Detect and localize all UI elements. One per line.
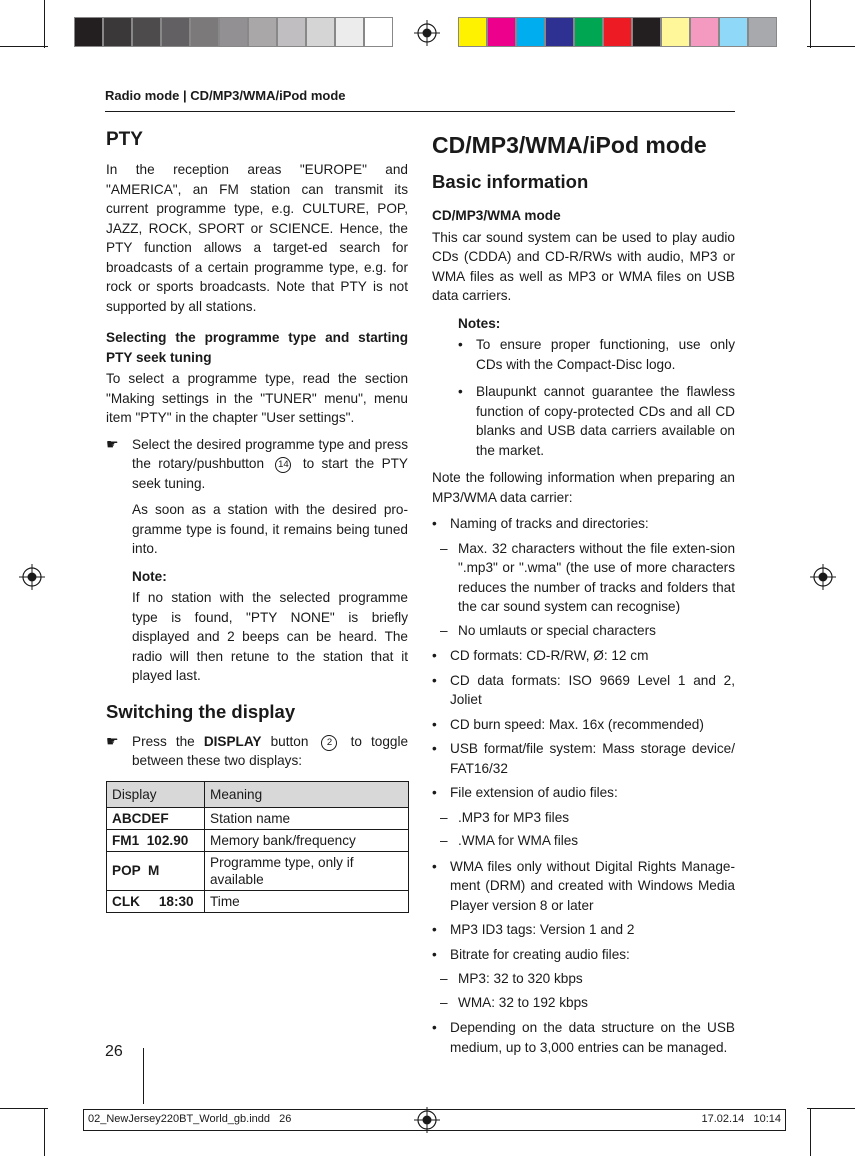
gray-swatch bbox=[103, 17, 132, 47]
table-cell: Time bbox=[205, 890, 409, 912]
instruction-step: ☛ Press the DISPLAY button 2 to toggle between these two displays: bbox=[106, 732, 409, 768]
note-text: If no station with the selected programme type is found, "PTY NONE" is briefly displayed and 2 beeps can be heard. The radio will then retune to the station that it played last. bbox=[132, 590, 408, 683]
mode-text: This car sound system can be used to play audio CDs (CDDA) and CD-R/RWs with audio, MP3 or WMA files as well as MP3 or WMA files on USB data carriers. bbox=[432, 229, 735, 303]
color-swatch bbox=[545, 17, 574, 47]
notes-title: Notes: bbox=[458, 315, 501, 331]
slug-timestamp: 17.02.14 10:14 bbox=[701, 1113, 781, 1125]
basic-info-heading: Basic information bbox=[432, 171, 589, 192]
right-column bbox=[432, 128, 735, 1062]
left-column bbox=[106, 128, 408, 913]
slug-filename: 02_NewJersey220BT_World_gb.indd 26 bbox=[88, 1113, 292, 1125]
color-swatch bbox=[690, 17, 719, 47]
crop-mark bbox=[44, 0, 45, 48]
list-item: • CD burn speed: Max. 16x (recommended) bbox=[432, 716, 704, 732]
table-cell: POP M bbox=[107, 851, 205, 890]
gray-swatch bbox=[335, 17, 364, 47]
color-swatch bbox=[603, 17, 632, 47]
table-cell: CLK 18:30 bbox=[107, 890, 205, 912]
list-item: • CD data formats: ISO 9669 Level 1 and 2, Joliet bbox=[432, 672, 735, 707]
gray-color-bar bbox=[74, 17, 393, 49]
select-text: To select a programme type, read the section "Making settings in the "TUNER" menu", menu item "PTY" in the chapter "User settings". bbox=[106, 371, 408, 425]
table-header-row bbox=[107, 781, 409, 807]
color-swatch bbox=[661, 17, 690, 47]
main-heading: CD/MP3/WMA/iPod mode bbox=[432, 132, 707, 158]
list-item: • File extension of audio files: bbox=[432, 785, 618, 800]
gray-swatch bbox=[277, 17, 306, 47]
process-color-bar bbox=[458, 17, 777, 49]
note-title: Note: bbox=[132, 568, 167, 584]
sub-list-item: – .MP3 for MP3 files bbox=[440, 809, 570, 825]
color-swatch bbox=[719, 17, 748, 47]
crop-mark bbox=[0, 46, 48, 47]
requirements-list bbox=[432, 514, 735, 1057]
gray-swatch bbox=[132, 17, 161, 47]
crop-mark bbox=[810, 1108, 811, 1156]
sub-list-item: – Max. 32 characters without the file exten-sion ".mp3" or ".wma" (the use of more characters reduces the number of tracks and folders that the car sound system can recognise) bbox=[440, 540, 735, 614]
list-item: • Depending on the data structure on the USB medium, up to 3,000 entries can be managed. bbox=[432, 1020, 735, 1055]
switch-display-heading: Switching the display bbox=[106, 700, 296, 722]
gray-swatch bbox=[306, 17, 335, 47]
crop-mark bbox=[810, 0, 811, 48]
list-item: • WMA files only without Digital Rights Manage-ment (DRM) and created with Windows Media Player version 8 or later bbox=[432, 858, 735, 913]
display-button-number: 2 bbox=[321, 735, 337, 751]
gray-swatch bbox=[161, 17, 190, 47]
table-header-cell: Display bbox=[107, 781, 205, 807]
pty-heading: PTY bbox=[106, 129, 143, 150]
display-key-label: DISPLAY bbox=[203, 733, 262, 749]
color-swatch bbox=[487, 17, 516, 47]
running-head: Radio mode | CD/MP3/WMA/iPod mode bbox=[105, 88, 346, 103]
notes-block bbox=[432, 314, 735, 461]
table-cell: ABCDEF bbox=[107, 807, 205, 829]
mode-heading: CD/MP3/WMA mode bbox=[432, 208, 561, 223]
instruction-step: ☛ Select the desired programme type and press the rotary/pushbutton 14 to start the PTY seek tuning. bbox=[106, 435, 409, 491]
color-swatch bbox=[748, 17, 777, 47]
registration-mark-icon bbox=[810, 564, 836, 590]
gray-swatch bbox=[74, 17, 103, 47]
table-row bbox=[107, 807, 409, 829]
step-result-text: As soon as a station with the desired pro-gramme type is found, it remains being tuned into. bbox=[132, 502, 408, 556]
registration-mark-icon bbox=[19, 564, 45, 590]
crop-mark bbox=[44, 1108, 45, 1156]
table-header-cell: Meaning bbox=[205, 781, 409, 807]
color-swatch bbox=[458, 17, 487, 47]
sub-list-item: – No umlauts or special characters bbox=[440, 622, 656, 638]
gray-swatch bbox=[364, 17, 393, 47]
list-item: • Naming of tracks and directories: bbox=[432, 516, 649, 531]
pointing-hand-icon: ☛ bbox=[106, 732, 119, 749]
gray-swatch bbox=[190, 17, 219, 47]
crop-mark bbox=[807, 46, 855, 47]
sub-list-item: – WMA: 32 to 192 kbps bbox=[440, 994, 588, 1010]
list-item: • Blaupunkt cannot guarantee the flawless function of copy-protected CDs and all CD blanks and USB data carriers available on the market. bbox=[458, 384, 735, 458]
display-table bbox=[106, 781, 409, 913]
list-item: • CD formats: CD-R/RW, Ø: 12 cm bbox=[432, 648, 649, 663]
list-item: • MP3 ID3 tags: Version 1 and 2 bbox=[432, 922, 635, 937]
table-cell: Programme type, only if available bbox=[205, 851, 409, 890]
select-heading: Selecting the programme type and starting PTY seek tuning bbox=[106, 330, 408, 365]
gray-swatch bbox=[219, 17, 248, 47]
page-number: 26 bbox=[105, 1043, 123, 1060]
header-rule bbox=[105, 111, 735, 112]
sub-list-item: – MP3: 32 to 320 kbps bbox=[440, 971, 583, 986]
list-item: • USB format/file system: Mass storage device/ FAT16/32 bbox=[432, 741, 735, 776]
crop-mark bbox=[0, 1108, 48, 1109]
table-cell: Station name bbox=[205, 807, 409, 829]
color-swatch bbox=[516, 17, 545, 47]
list-item: • To ensure proper functioning, use only CDs with the Compact-Disc logo. bbox=[458, 337, 735, 372]
list-item: • Bitrate for creating audio files: bbox=[432, 946, 630, 962]
table-row bbox=[107, 829, 409, 851]
color-swatch bbox=[632, 17, 661, 47]
sub-list-item: – .WMA for WMA files bbox=[440, 833, 579, 848]
prep-text: Note the following information when preparing an MP3/WMA data carrier: bbox=[432, 470, 735, 505]
rotary-pushbutton-number: 14 bbox=[275, 457, 291, 473]
page-number-rule bbox=[143, 1048, 144, 1104]
pty-intro: In the reception areas "EUROPE" and "AMERICA", an FM station can transmit its current programme type, e.g. CULTURE, POP, JAZZ, ROCK, SPORT or SCIENCE. Hence, the PTY function allows a target-ed search for broadcasts of a certain programme type, e.g. for rock or sports broadcasts. Note that PTY is not supported by all stations. bbox=[106, 162, 408, 314]
print-slug bbox=[83, 1109, 786, 1131]
pointing-hand-icon: ☛ bbox=[106, 435, 119, 452]
gray-swatch bbox=[248, 17, 277, 47]
crop-mark bbox=[807, 1108, 855, 1109]
table-row bbox=[107, 890, 409, 912]
table-row bbox=[107, 851, 409, 890]
registration-mark-icon bbox=[414, 20, 440, 46]
table-cell: Memory bank/frequency bbox=[205, 829, 409, 851]
color-swatch bbox=[574, 17, 603, 47]
table-cell: FM1 102.90 bbox=[107, 829, 205, 851]
